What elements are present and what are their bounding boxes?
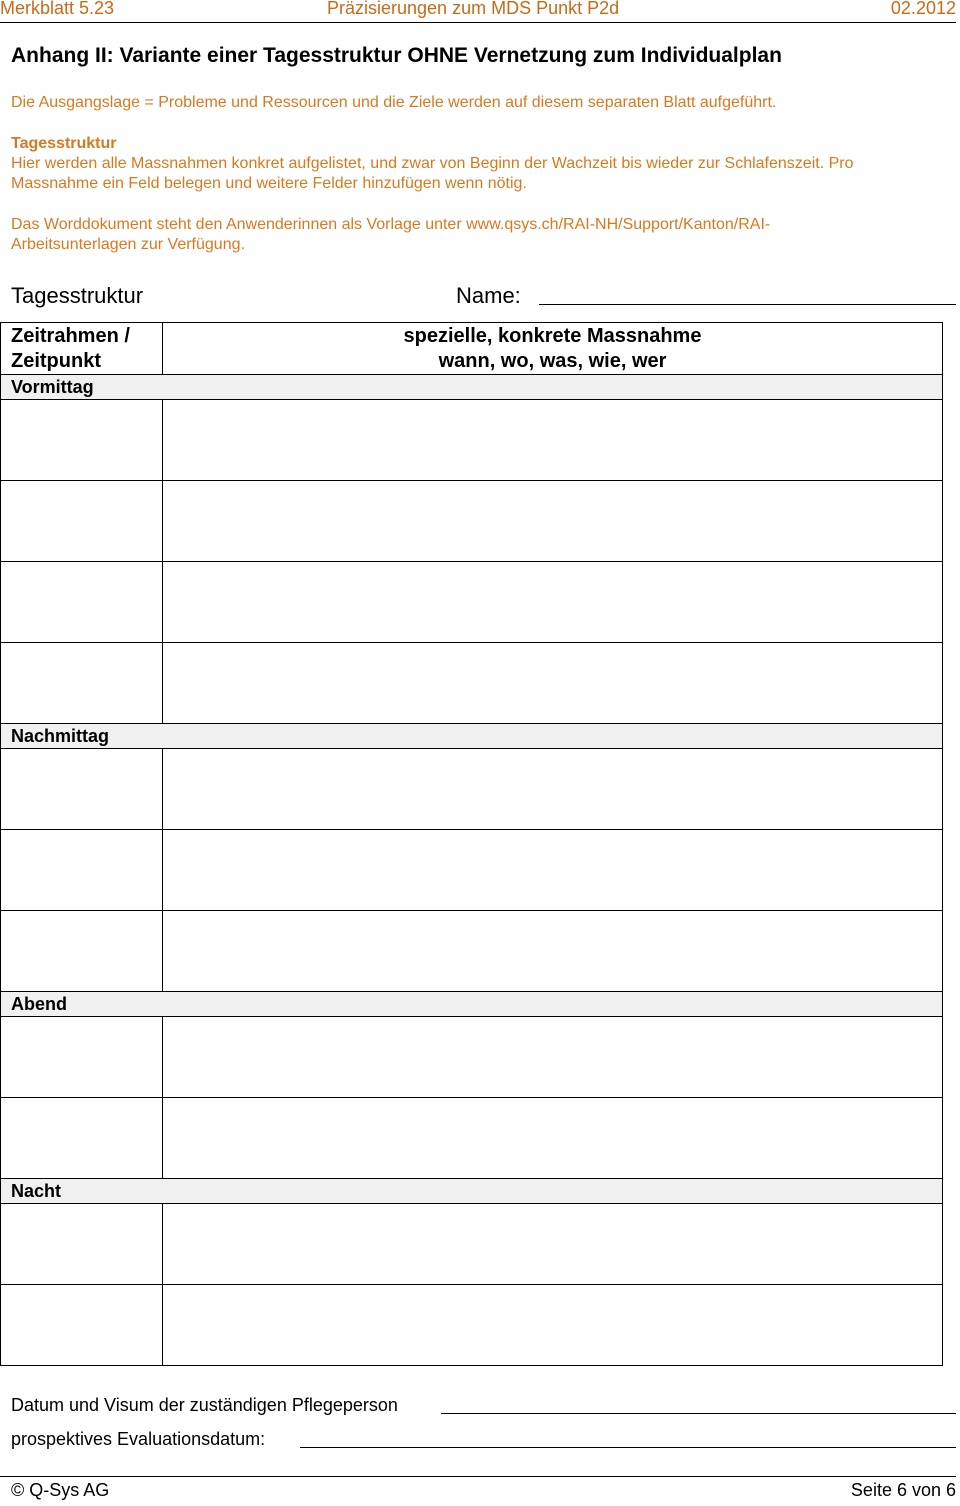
measure-cell[interactable]	[163, 1017, 943, 1098]
measure-label-line1: spezielle, konkrete Massnahme	[403, 325, 702, 347]
evaluation-date-label: prospektives Evaluationsdatum:	[11, 1429, 266, 1449]
section-row	[1, 724, 943, 749]
timeframe-cell[interactable]	[1, 1098, 163, 1179]
header-date: 02.2012	[890, 0, 956, 18]
table-row	[1, 562, 943, 643]
measure-cell[interactable]	[163, 562, 943, 643]
section-abend: Abend	[1, 992, 943, 1017]
intro-para1-line2: Massnahme ein Feld belegen und weitere Felder hinzufügen wenn nötig.	[11, 175, 527, 192]
footer-copyright: © Q-Sys AG	[11, 1480, 110, 1500]
measure-cell[interactable]	[163, 400, 943, 481]
table-header-timeframe	[1, 323, 163, 375]
timeframe-cell[interactable]	[1, 1017, 163, 1098]
measure-cell[interactable]	[163, 643, 943, 724]
measure-cell[interactable]	[163, 1204, 943, 1285]
measure-cell[interactable]	[163, 830, 943, 911]
measure-cell[interactable]	[163, 749, 943, 830]
timeframe-label-line1: Zeitrahmen /	[11, 325, 130, 347]
section-vormittag: Vormittag	[1, 375, 943, 400]
intro-para1-line1: Hier werden alle Massnahmen konkret aufgelistet, und zwar von Beginn der Wachzeit bis wieder zur Schlafenszeit. Pro	[11, 155, 854, 172]
day-structure-table	[0, 322, 943, 1366]
footer-page-number: Seite 6 von 6	[850, 1480, 956, 1500]
timeframe-cell[interactable]	[1, 1204, 163, 1285]
table-row	[1, 911, 943, 992]
measure-cell[interactable]	[163, 1285, 943, 1366]
measure-cell[interactable]	[163, 911, 943, 992]
name-label: Name:	[456, 283, 521, 308]
footer-rule	[0, 1476, 956, 1477]
page-header	[0, 0, 956, 23]
visum-label: Datum und Visum der zuständigen Pflegeperson	[11, 1395, 398, 1415]
visum-input-line[interactable]	[441, 1413, 956, 1414]
evaluation-date-input-line[interactable]	[300, 1447, 956, 1448]
timeframe-cell[interactable]	[1, 749, 163, 830]
measure-cell[interactable]	[163, 1098, 943, 1179]
timeframe-cell[interactable]	[1, 562, 163, 643]
timeframe-cell[interactable]	[1, 830, 163, 911]
table-row	[1, 1285, 943, 1366]
timeframe-cell[interactable]	[1, 911, 163, 992]
measure-label-line2: wann, wo, was, wie, wer	[438, 350, 667, 372]
table-row	[1, 749, 943, 830]
form-title: Tagesstruktur	[11, 283, 144, 308]
intro-para2-line1: Das Worddokument steht den Anwenderinnen als Vorlage unter www.qsys.ch/RAI-NH/Support/Kanton/RAI-	[11, 216, 771, 233]
table-header-row	[1, 323, 943, 375]
page-heading: Anhang II: Variante einer Tagesstruktur OHNE Vernetzung zum Individualplan	[11, 44, 782, 67]
section-row	[1, 1179, 943, 1204]
table-row	[1, 830, 943, 911]
name-input-line[interactable]	[539, 304, 956, 305]
table-header-measure	[163, 323, 943, 375]
header-doc-id: Merkblatt 5.23	[0, 0, 115, 18]
table-row	[1, 481, 943, 562]
measure-cell[interactable]	[163, 481, 943, 562]
intro-para2-line2: Arbeitsunterlagen zur Verfügung.	[11, 236, 245, 253]
table-row	[1, 643, 943, 724]
timeframe-cell[interactable]	[1, 400, 163, 481]
table-row	[1, 1098, 943, 1179]
timeframe-label-line2: Zeitpunkt	[11, 350, 101, 372]
section-row	[1, 375, 943, 400]
section-row	[1, 992, 943, 1017]
timeframe-cell[interactable]	[1, 643, 163, 724]
table-row	[1, 1017, 943, 1098]
intro-line: Die Ausgangslage = Probleme und Ressourcen und die Ziele werden auf diesem separaten Blatt aufgeführt.	[11, 94, 777, 111]
timeframe-cell[interactable]	[1, 1285, 163, 1366]
section-nachmittag: Nachmittag	[1, 724, 943, 749]
section-nacht: Nacht	[1, 1179, 943, 1204]
table-row	[1, 400, 943, 481]
intro-subheading: Tagesstruktur	[11, 135, 117, 152]
header-title: Präzisierungen zum MDS Punkt P2d	[327, 0, 620, 18]
timeframe-cell[interactable]	[1, 481, 163, 562]
table-row	[1, 1204, 943, 1285]
